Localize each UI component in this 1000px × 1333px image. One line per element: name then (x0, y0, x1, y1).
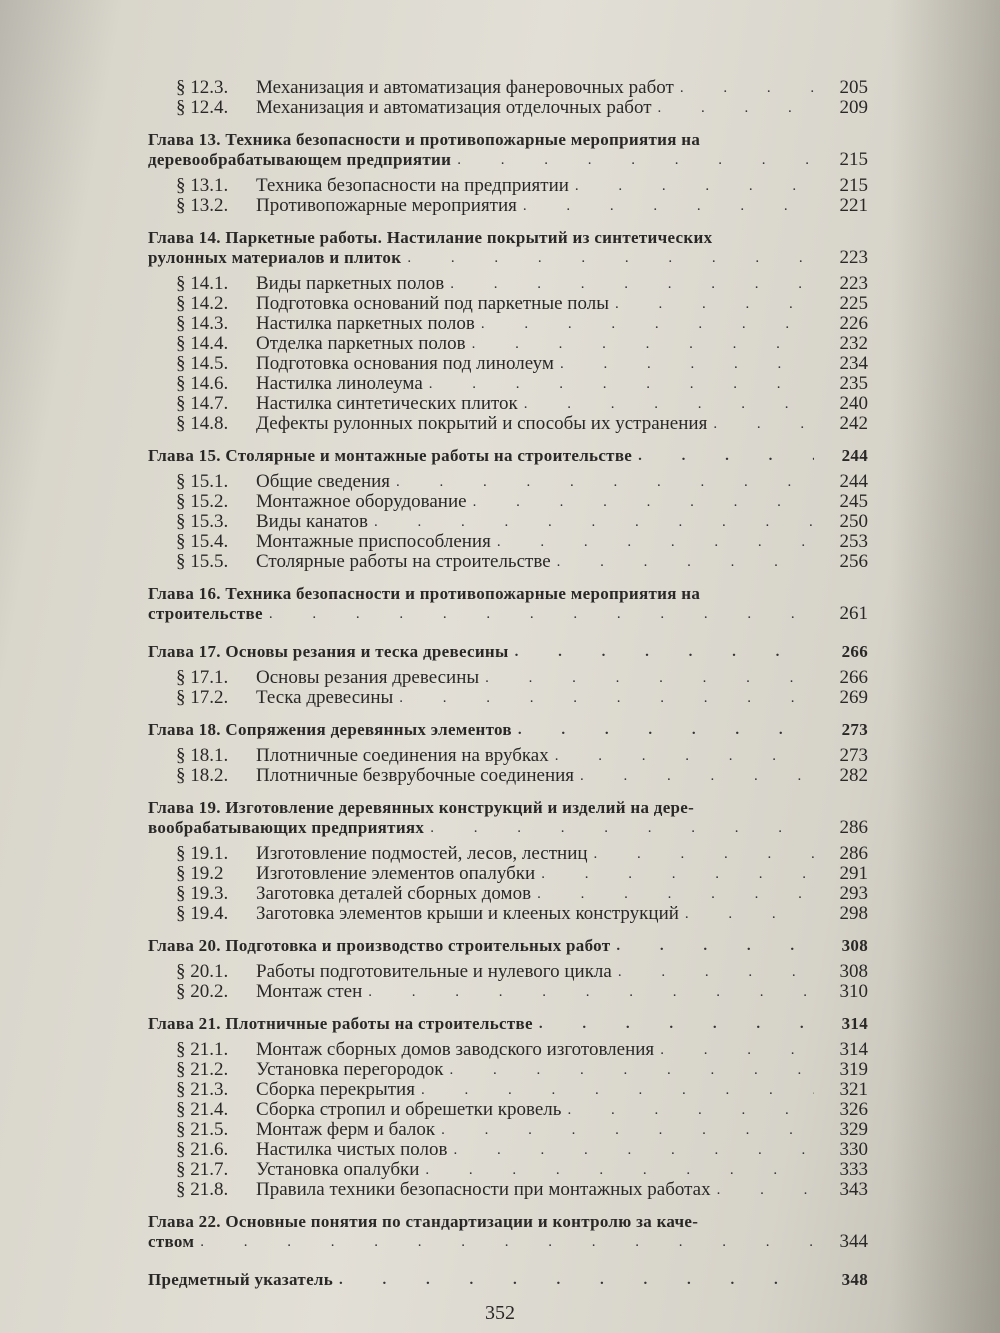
toc-section-entry (148, 962, 868, 982)
leader-dots (407, 248, 814, 268)
toc-chapter-entry (148, 936, 868, 956)
section-number: § 17.2. (176, 687, 229, 708)
section-title: Сборка перекрытия (256, 1079, 415, 1100)
section-label (176, 98, 652, 118)
page-ref: 333 (839, 1159, 868, 1180)
page-ref: 242 (839, 413, 868, 434)
section-label (176, 884, 531, 904)
section-label (176, 354, 554, 374)
toc-section-entry (148, 354, 868, 374)
page-ref: 343 (839, 1179, 868, 1200)
section-number: § 13.2. (176, 195, 229, 216)
page-ref: 269 (839, 687, 868, 708)
leader-dots (567, 1100, 814, 1120)
section-label (176, 746, 549, 766)
chapter-title: Предметный указатель (148, 1270, 334, 1289)
toc-section-entry (148, 374, 868, 394)
section-label (176, 1040, 654, 1060)
page-ref: 321 (839, 1079, 868, 1100)
section-label (176, 414, 707, 434)
page-ref: 266 (839, 667, 868, 688)
toc-chapter-entry (148, 248, 868, 268)
leader-dots (368, 982, 814, 1002)
chapter-title-cont: рулонных материалов и плиток (148, 248, 402, 267)
section-label (176, 314, 475, 334)
toc-section-entry (148, 746, 868, 766)
section-title: Монтаж ферм и балок (256, 1119, 436, 1140)
section-label (176, 1060, 444, 1080)
section-number: § 19.3. (176, 883, 229, 904)
section-label (176, 962, 612, 982)
section-label (176, 844, 588, 864)
toc-chapter-entry (148, 642, 868, 662)
section-title: Монтажные приспособления (256, 531, 491, 552)
page-ref: 330 (839, 1139, 868, 1160)
section-label (176, 766, 574, 786)
section-title: Подготовка оснований под паркетные полы (256, 293, 609, 314)
section-title: Механизация и автоматизация фанеровочных работ (256, 77, 674, 98)
toc-section-entry (148, 1180, 868, 1200)
leader-dots (421, 1080, 814, 1100)
page-ref: 319 (839, 1059, 868, 1080)
section-number: § 21.1. (176, 1039, 229, 1060)
section-title: Плотничные безврубочные соединения (256, 765, 575, 786)
section-number: § 21.5. (176, 1119, 229, 1140)
toc-section-entry (148, 314, 868, 334)
chapter-title: Глава 15. Столярные и монтажные работы на строительстве (148, 446, 633, 465)
section-title: Дефекты рулонных покрытий и способы их устранения (256, 413, 708, 434)
section-label (176, 668, 479, 688)
section-label (176, 78, 674, 98)
section-number: § 15.3. (176, 511, 229, 532)
page-ref: 223 (839, 273, 868, 294)
section-title: Виды паркетных полов (256, 273, 445, 294)
toc-section-entry (148, 1060, 868, 1080)
page-ref: 215 (839, 149, 868, 170)
toc-section-entry (148, 766, 868, 786)
leader-dots (616, 936, 814, 956)
section-number: § 14.3. (176, 313, 229, 334)
leader-dots (430, 818, 814, 838)
toc-chapter-entry (148, 446, 868, 466)
section-number: § 14.5. (176, 353, 229, 374)
toc-section-entry (148, 1140, 868, 1160)
page-number: 352 (485, 1302, 515, 1324)
leader-dots (560, 354, 814, 374)
section-number: § 14.4. (176, 333, 229, 354)
spacer (148, 1252, 868, 1258)
section-number: § 21.6. (176, 1139, 229, 1160)
section-number: § 14.6. (176, 373, 229, 394)
leader-dots (396, 472, 814, 492)
leader-dots (429, 374, 814, 394)
leader-dots (518, 720, 814, 740)
page-ref: 261 (839, 603, 868, 624)
toc-section-entry (148, 844, 868, 864)
toc-section-entry (148, 98, 868, 118)
toc-section-entry (148, 1040, 868, 1060)
page-ref: 245 (839, 491, 868, 512)
leader-dots (524, 394, 814, 414)
leader-dots (537, 884, 814, 904)
page-ref: 250 (839, 511, 868, 532)
section-number: § 20.1. (176, 961, 229, 982)
section-number: § 21.8. (176, 1179, 229, 1200)
toc-section-entry (148, 196, 868, 216)
leader-dots (660, 1040, 814, 1060)
toc-section-entry (148, 78, 868, 98)
leader-dots (339, 1270, 814, 1290)
section-title: Техника безопасности на предприятии (256, 175, 569, 196)
section-label (176, 512, 368, 532)
leader-dots (555, 746, 814, 766)
page-ref: 244 (841, 446, 868, 465)
page-ref: 314 (839, 1039, 868, 1060)
leader-dots (457, 150, 814, 170)
leader-dots (717, 1180, 814, 1200)
toc-section-entry (148, 492, 868, 512)
section-title: Отделка паркетных полов (256, 333, 466, 354)
section-label (176, 1100, 561, 1120)
toc-section-entry (148, 1160, 868, 1180)
leader-dots (450, 1060, 814, 1080)
section-number: § 21.7. (176, 1159, 229, 1180)
toc-section-entry (148, 472, 868, 492)
section-number: § 12.4. (176, 97, 229, 118)
page-ref: 291 (839, 863, 868, 884)
section-number: § 15.2. (176, 491, 229, 512)
toc-chapter-entry (148, 150, 868, 170)
leader-dots (575, 176, 814, 196)
leader-dots (472, 334, 814, 354)
section-title: Столярные работы на строительстве (256, 551, 551, 572)
spacer (148, 1290, 868, 1296)
toc-section-entry (148, 552, 868, 572)
page-ref: 282 (839, 765, 868, 786)
toc-section-entry (148, 176, 868, 196)
section-label (176, 1080, 415, 1100)
page-ref: 234 (839, 353, 868, 374)
toc-section-entry (148, 884, 868, 904)
section-label (176, 688, 393, 708)
section-number: § 14.1. (176, 273, 229, 294)
section-title: Настилка чистых полов (256, 1139, 448, 1160)
chapter-title-line: Глава 16. Техника безопасности и противопожарные мероприятия на (148, 584, 701, 603)
toc-section-entry (148, 334, 868, 354)
section-label (176, 532, 491, 552)
leader-dots (618, 962, 814, 982)
chapter-title-cont: строительстве (148, 604, 263, 623)
toc-chapter-entry (148, 1014, 868, 1034)
toc-section-entry (148, 414, 868, 434)
section-title: Теска древесины (256, 687, 394, 708)
leader-dots (515, 642, 814, 662)
leader-dots (399, 688, 814, 708)
section-number: § 18.2. (176, 765, 229, 786)
leader-dots (539, 1014, 814, 1034)
toc-section-entry (148, 294, 868, 314)
section-title: Общие сведения (256, 471, 391, 492)
page-ref: 209 (839, 97, 868, 118)
toc-section-entry (148, 864, 868, 884)
leader-dots (594, 844, 814, 864)
page-ref: 293 (839, 883, 868, 904)
section-label (176, 904, 679, 924)
leader-dots (658, 98, 814, 118)
page-ref: 221 (839, 195, 868, 216)
section-label (176, 472, 390, 492)
toc-section-entry (148, 688, 868, 708)
chapter-title-cont: вообрабатывающих предприятиях (148, 818, 425, 837)
toc-chapter-entry (148, 1270, 868, 1290)
page-ref: 286 (839, 817, 868, 838)
page-ref: 223 (839, 247, 868, 268)
section-label (176, 274, 444, 294)
toc-section-entry (148, 982, 868, 1002)
section-title: Виды канатов (256, 511, 369, 532)
chapter-title-line: Глава 14. Паркетные работы. Настилание покрытий из синтетических (148, 228, 713, 247)
section-label (176, 552, 551, 572)
section-number: § 13.1. (176, 175, 229, 196)
section-label (176, 196, 517, 216)
section-title: Сборка стропил и обрешетки кровель (256, 1099, 562, 1120)
toc-chapter-entry (148, 604, 868, 624)
chapter-title-cont: деревообрабатывающем предприятии (148, 150, 452, 169)
section-number: § 19.4. (176, 903, 229, 924)
section-title: Настилка линолеума (256, 373, 423, 394)
section-label (176, 982, 362, 1002)
section-title: Установка опалубки (256, 1159, 420, 1180)
toc-section-entry (148, 1120, 868, 1140)
section-number: § 19.2 (176, 863, 224, 884)
chapter-title-line: Глава 13. Техника безопасности и противопожарные мероприятия на (148, 130, 701, 149)
section-label (176, 176, 569, 196)
page-ref: 310 (839, 981, 868, 1002)
spacer (148, 624, 868, 630)
section-number: § 17.1. (176, 667, 229, 688)
section-title: Работы подготовительные и нулевого цикла (256, 961, 612, 982)
section-title: Механизация и автоматизация отделочных работ (256, 97, 652, 118)
section-label (176, 1180, 711, 1200)
section-label (176, 1140, 448, 1160)
section-number: § 14.2. (176, 293, 229, 314)
section-label (176, 394, 518, 414)
leader-dots (685, 904, 814, 924)
page-ref: 215 (839, 175, 868, 196)
section-number: § 14.7. (176, 393, 229, 414)
section-title: Установка перегородок (256, 1059, 444, 1080)
leader-dots (680, 78, 814, 98)
section-number: § 19.1. (176, 843, 229, 864)
page-ref: 244 (839, 471, 868, 492)
section-title: Настилка синтетических плиток (256, 393, 518, 414)
leader-dots (580, 766, 814, 786)
toc-chapter-entry (148, 818, 868, 838)
section-title: Подготовка основания под линолеум (256, 353, 554, 374)
section-title: Заготовка деталей сборных домов (256, 883, 532, 904)
section-number: § 18.1. (176, 745, 229, 766)
page-ref: 273 (839, 745, 868, 766)
chapter-title-line: Глава 22. Основные понятия по стандартизации и контролю за каче- (148, 1212, 699, 1231)
toc-section-entry (148, 274, 868, 294)
section-title: Правила техники безопасности при монтажных работах (256, 1179, 711, 1200)
section-number: § 21.4. (176, 1099, 229, 1120)
table-of-contents (148, 78, 868, 1296)
section-label (176, 1160, 419, 1180)
page-ref: 308 (839, 961, 868, 982)
leader-dots (497, 532, 814, 552)
page-ref: 226 (839, 313, 868, 334)
chapter-title: Глава 17. Основы резания и теска древесины (148, 642, 509, 661)
page-ref: 329 (839, 1119, 868, 1140)
toc-chapter-entry (148, 1232, 868, 1252)
leader-dots (473, 492, 814, 512)
section-title: Плотничные соединения на врубках (256, 745, 549, 766)
section-label (176, 1120, 435, 1140)
section-number: § 21.3. (176, 1079, 229, 1100)
leader-dots (269, 604, 814, 624)
toc-section-entry (148, 512, 868, 532)
section-title: Настилка паркетных полов (256, 313, 475, 334)
leader-dots (450, 274, 814, 294)
section-number: § 21.2. (176, 1059, 229, 1080)
section-number: § 12.3. (176, 77, 229, 98)
section-number: § 15.4. (176, 531, 229, 552)
toc-section-entry (148, 668, 868, 688)
leader-dots (454, 1140, 814, 1160)
leader-dots (557, 552, 814, 572)
section-label (176, 334, 466, 354)
section-number: § 15.5. (176, 551, 229, 572)
toc-chapter-entry (148, 720, 868, 740)
page-ref: 266 (841, 642, 868, 661)
page-ref: 205 (839, 77, 868, 98)
section-title: Монтажное оборудование (256, 491, 467, 512)
page-ref: 240 (839, 393, 868, 414)
leader-dots (523, 196, 814, 216)
leader-dots (374, 512, 814, 532)
leader-dots (425, 1160, 814, 1180)
chapter-title: Глава 21. Плотничные работы на строительстве (148, 1014, 533, 1033)
toc-section-entry (148, 1080, 868, 1100)
section-title: Основы резания древесины (256, 667, 480, 688)
page-ref: 348 (841, 1270, 868, 1289)
page-ref: 286 (839, 843, 868, 864)
section-title: Изготовление элементов опалубки (256, 863, 536, 884)
chapter-title: Глава 18. Сопряжения деревянных элементов (148, 720, 512, 739)
page-ref: 256 (839, 551, 868, 572)
leader-dots (481, 314, 814, 334)
page-ref: 273 (841, 720, 868, 739)
section-title: Монтаж стен (256, 981, 363, 1002)
toc-section-entry (148, 904, 868, 924)
section-title: Противопожарные мероприятия (256, 195, 517, 216)
section-title: Монтаж сборных домов заводского изготовления (256, 1039, 655, 1060)
section-number: § 20.2. (176, 981, 229, 1002)
chapter-title-cont: ством (148, 1232, 195, 1251)
leader-dots (200, 1232, 814, 1252)
page-ref: 344 (839, 1231, 868, 1252)
section-number: § 14.8. (176, 413, 229, 434)
leader-dots (713, 414, 814, 434)
page-ref: 253 (839, 531, 868, 552)
leader-dots (541, 864, 814, 884)
leader-dots (615, 294, 814, 314)
page-ref: 225 (839, 293, 868, 314)
chapter-title: Глава 20. Подготовка и производство строительных работ (148, 936, 611, 955)
toc-section-entry (148, 1100, 868, 1120)
page-ref: 308 (841, 936, 868, 955)
section-title: Заготовка элементов крыши и клееных конструкций (256, 903, 679, 924)
section-label (176, 374, 423, 394)
section-label (176, 492, 467, 512)
page-ref: 326 (839, 1099, 868, 1120)
page-ref: 235 (839, 373, 868, 394)
page-ref: 298 (839, 903, 868, 924)
page-ref: 314 (841, 1014, 868, 1033)
toc-section-entry (148, 532, 868, 552)
section-label (176, 294, 609, 314)
toc-section-entry (148, 394, 868, 414)
chapter-title-line: Глава 19. Изготовление деревянных конструкций и изделий на дере- (148, 798, 695, 817)
page-ref: 232 (839, 333, 868, 354)
leader-dots (638, 446, 814, 466)
section-title: Изготовление подмостей, лесов, лестниц (256, 843, 588, 864)
leader-dots (485, 668, 814, 688)
leader-dots (441, 1120, 814, 1140)
section-number: § 15.1. (176, 471, 229, 492)
section-label (176, 864, 535, 884)
